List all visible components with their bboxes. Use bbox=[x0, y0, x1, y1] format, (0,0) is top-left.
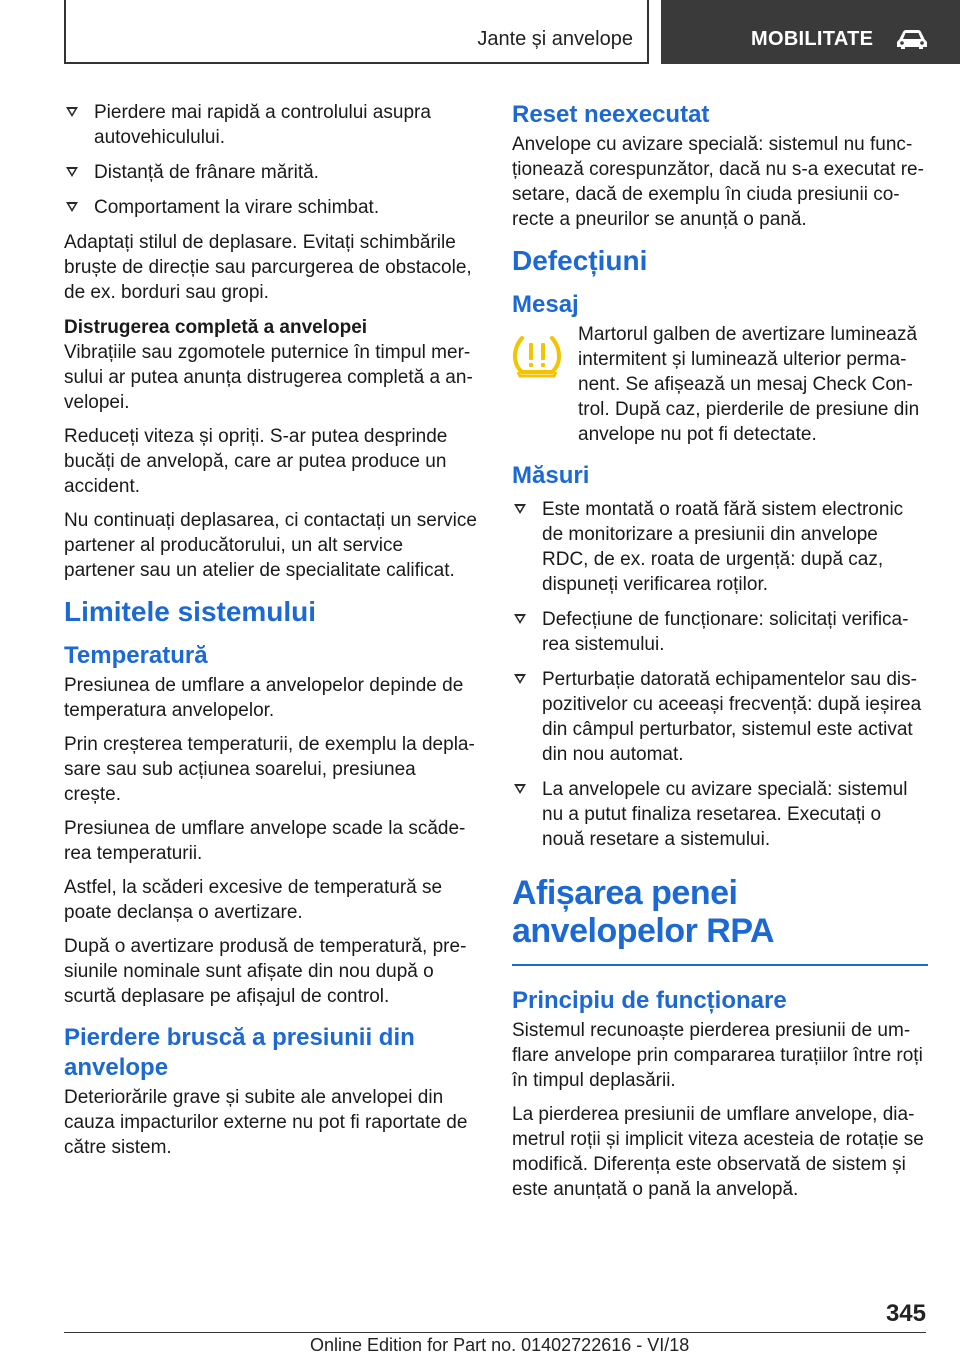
paragraph: Anvelope cu avizare specială: sistemul nu funcționează corespunzător, dacă nu s-a executat resetare, dacă de exemplu în ciuda presiunii corecte a pneurilor se anunță o pană. bbox=[512, 134, 924, 230]
paragraph: La pierderea presiunii de umflare anvelope, diametrul roții și implicit viteza acesteia de rotație se modifică. Diferența este observată de sistem și este anunțată o pană la anvelopă. bbox=[512, 1104, 924, 1200]
bullet-triangle-icon bbox=[66, 202, 78, 212]
subsection-heading: Pierdere bruscă a presiunii din anvelope bbox=[64, 1024, 415, 1081]
paragraph: Adaptați stilul de deplasare. Evitați schimbările bruște de direcție sau parcurgerea de obstacole, de ex. borduri sau gropi. bbox=[64, 232, 472, 303]
header-section-title: Jante și anvelope bbox=[477, 28, 633, 50]
paragraph: Astfel, la scăderi excesive de temperatură se poate declanșa o avertizare. bbox=[64, 877, 443, 923]
paragraph: Reduceți viteza și opriți. S-ar putea desprinde bucăți de anvelopă, care ar putea produce un accident. bbox=[64, 426, 448, 497]
paragraph: După o avertizare produsă de temperatură, presiunile nominale sunt afișate din nou după o scurtă deplasare pe afișajul de control. bbox=[64, 936, 467, 1007]
list-item: Distanță de frânare mărită. bbox=[64, 160, 478, 185]
tire-pressure-warning-icon bbox=[512, 332, 562, 378]
list-item: Este montată o roată fără sistem electronic de monitorizare a presiunii din anvelope RDC, de ex. roata de urgență: după caz, dispuneți verificarea roților. bbox=[512, 497, 928, 597]
subsection-heading: Măsuri bbox=[512, 462, 590, 489]
bullet-triangle-icon bbox=[514, 784, 526, 794]
heading-divider bbox=[512, 964, 928, 966]
bold-subheading: Distrugerea completă a anvelopei bbox=[64, 317, 368, 338]
message-block bbox=[512, 322, 928, 447]
list-item: Pierdere mai rapidă a controlului asupra autovehiculului. bbox=[64, 100, 478, 150]
bullet-triangle-icon bbox=[66, 107, 78, 117]
footer-divider bbox=[64, 1332, 926, 1333]
header-chapter-box bbox=[661, 0, 960, 64]
paragraph: Presiunea de umflare anvelope scade la scăderea temperaturii. bbox=[64, 818, 466, 864]
section-heading: Limitele sistemului bbox=[64, 596, 317, 627]
paragraph: Nu continuați deplasarea, ci contactați un service partener al producătorului, un alt service partener sau un atelier de specialitate calificat. bbox=[64, 510, 477, 581]
header-chapter-title: MOBILITATE bbox=[751, 28, 874, 50]
page-number: 345 bbox=[885, 1300, 926, 1327]
paragraph: Prin creșterea temperaturii, de exemplu la deplasare sau sub acțiunea soarelui, presiunea crește. bbox=[64, 734, 475, 805]
subsection-heading: Reset neexecutat bbox=[512, 101, 710, 128]
subsection-heading: Temperatură bbox=[64, 642, 208, 669]
measures-list bbox=[512, 497, 928, 852]
left-column bbox=[64, 100, 478, 1169]
right-column bbox=[512, 100, 928, 1211]
paragraph: Presiunea de umflare a anvelopelor depinde de temperatura anvelopelor. bbox=[64, 675, 464, 721]
bullet-triangle-icon bbox=[66, 167, 78, 177]
header-section-box bbox=[64, 0, 649, 64]
section-heading: Defecțiuni bbox=[512, 245, 648, 276]
paragraph: Deteriorările grave și subite ale anvelopei din cauza impacturilor externe nu pot fi raportate de către sistem. bbox=[64, 1087, 468, 1158]
chapter-heading: Afișarea penei anvelopelor RPA bbox=[512, 874, 775, 950]
car-icon bbox=[895, 28, 929, 50]
list-item: Defecțiune de funcționare: solicitați verificarea sistemului. bbox=[512, 607, 928, 657]
paragraph: Sistemul recunoaște pierderea presiunii de umflare anvelope prin compararea turațiilor între roți în timpul deplasării. bbox=[512, 1020, 923, 1091]
consequences-list bbox=[64, 100, 478, 220]
subsection-heading: Mesaj bbox=[512, 291, 579, 318]
paragraph: Martorul galben de avertizare luminează intermitent și luminează ulterior permanent. Se afișează un mesaj Check Control. După caz, pierderile de presiune din anvelope nu pot fi detectate. bbox=[578, 324, 920, 445]
list-item: Comportament la virare schimbat. bbox=[64, 195, 478, 220]
paragraph: Vibrațiile sau zgomotele puternice în timpul mersului ar putea anunța distrugerea completă a anvelopei. bbox=[64, 342, 473, 413]
footer-edition: Online Edition for Part no. 01402722616 - VI/18 bbox=[310, 1335, 690, 1355]
list-item: Perturbație datorată echipamentelor sau dispozitivelor cu aceeași frecvență: după ieșirea din câmpul perturbator, sistemul este activat din nou automat. bbox=[512, 667, 928, 767]
subsection-heading: Principiu de funcționare bbox=[512, 987, 787, 1014]
bullet-triangle-icon bbox=[514, 504, 526, 514]
list-item: La anvelopele cu avizare specială: sistemul nu a putut finaliza resetarea. Executați o nouă resetare a sistemului. bbox=[512, 777, 928, 852]
bullet-triangle-icon bbox=[514, 674, 526, 684]
bullet-triangle-icon bbox=[514, 614, 526, 624]
